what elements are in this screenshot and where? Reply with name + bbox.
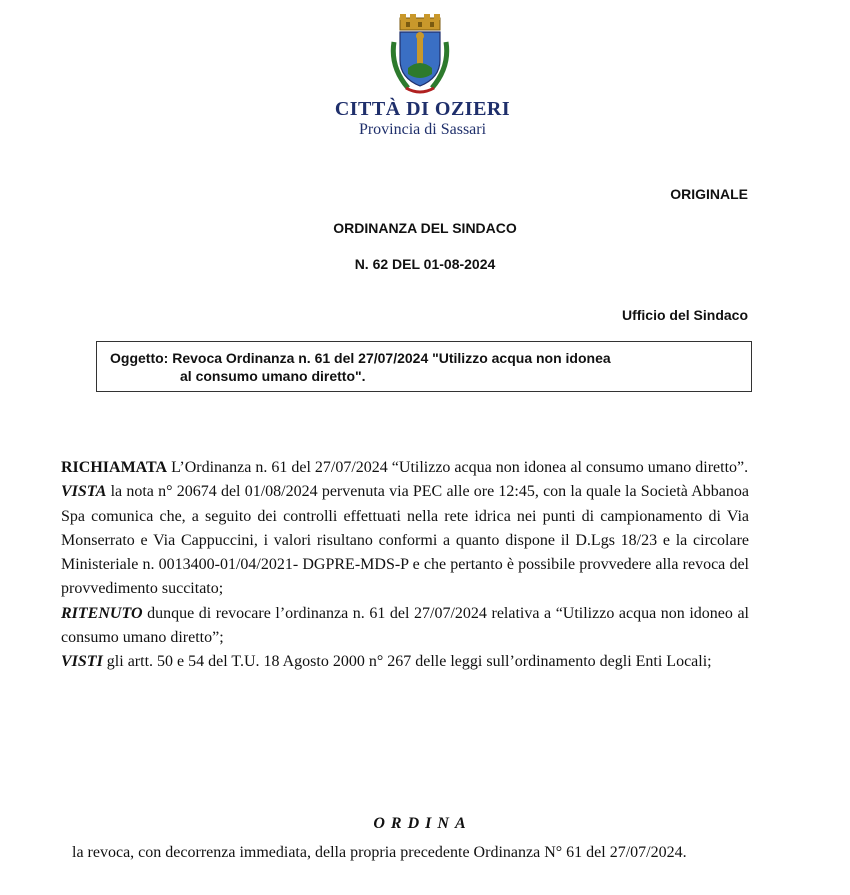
document-status: ORIGINALE (670, 186, 748, 202)
paragraph-visti (61, 650, 749, 674)
subject-line-1: Oggetto: Revoca Ordinanza n. 61 del 27/07/2024 "Utilizzo acqua non idonea (110, 350, 611, 366)
paragraph-richiamata (61, 456, 749, 480)
document-title: ORDINANZA DEL SINDACO (333, 220, 517, 236)
paragraph-text: L’Ordinanza n. 61 del 27/07/2024 “Utilizzo acqua non idonea al consumo umano diretto”. (167, 459, 749, 476)
city-crest (388, 12, 452, 96)
paragraph-ritenuto (61, 602, 749, 651)
order-text: la revoca, con decorrenza immediata, della propria precedente Ordinanza N° 61 del 27/07/2024. (72, 844, 687, 861)
paragraph-text: la nota n° 20674 del 01/08/2024 pervenuta via PEC alle ore 12:45, con la quale la Società Abbanoa Spa comunica che, a seguito dei controlli effettuati nella rete idrica nei punti di campionamento di Via Monserrato e Via Cappuccini, i valori risultano conformi a quanto dispone il D.Lgs 18/23 e la circolare Ministeriale n. 0013400-01/04/2021- DGPRE-MDS-P e che pertanto è possibile provvedere alla revoca del provvedimento succitato; (61, 483, 749, 598)
coat-of-arms-icon (388, 12, 452, 96)
subject-line-2: al consumo umano diretto". (180, 368, 366, 384)
document-body (61, 456, 749, 675)
paragraph-lead: RITENUTO (61, 604, 143, 622)
paragraph-lead: RICHIAMATA (61, 459, 168, 476)
document-number: N. 62 DEL 01-08-2024 (354, 256, 496, 272)
province-name: Provincia di Sassari (358, 121, 487, 138)
subject-box (96, 341, 752, 392)
paragraph-text: gli artt. 50 e 54 del T.U. 18 Agosto 2000 n° 267 delle leggi sull’ordinamento degli Enti Locali; (102, 653, 712, 671)
paragraph-lead: VISTI (61, 653, 103, 671)
paragraph-lead: VISTA (61, 483, 107, 501)
paragraph-text: dunque di revocare l’ordinanza n. 61 del 27/07/2024 relativa a “Utilizzo acqua non idoneo al consumo umano diretto”; (61, 604, 749, 647)
issuing-office: Ufficio del Sindaco (621, 307, 748, 323)
paragraph-vista (61, 480, 749, 601)
order-heading: ORDINA (373, 815, 472, 832)
city-name: CITTÀ DI OZIERI (334, 98, 511, 120)
